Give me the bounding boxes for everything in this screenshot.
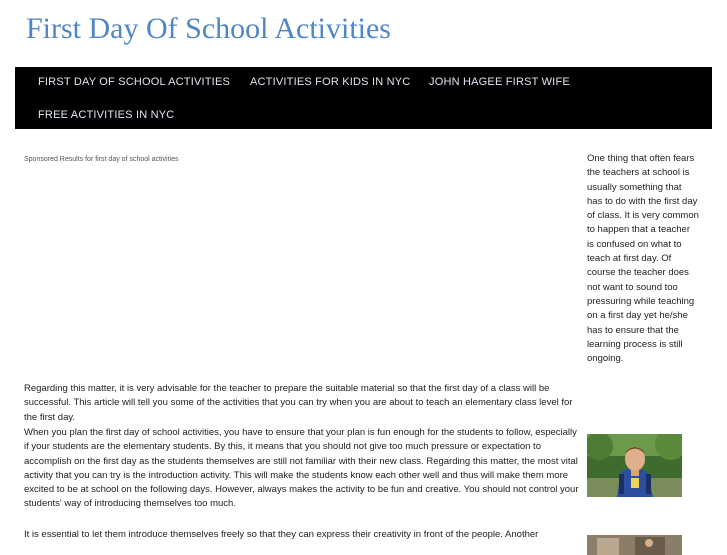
classroom-photo	[587, 535, 682, 555]
nav-item-first-day-of-school-activities[interactable]: FIRST DAY OF SCHOOL ACTIVITIES	[38, 76, 231, 88]
nav-item-john-hagee-first-wife[interactable]: JOHN HAGEE FIRST WIFE	[429, 76, 570, 88]
main-navigation	[15, 67, 712, 129]
sidebar-intro-text: One thing that often fears the teachers at school is usually something that has to do with the first day of class. It is very common to happen that a teacher is confused on what to teach at first day. Of course the teacher does not want to sound too pressuring while teaching on a first day yet he/she has to ensure that the learning process is still ongoing.	[587, 153, 699, 365]
sponsored-results-label: Sponsored Results for first day of school activities	[24, 156, 179, 163]
classroom-photo-image	[587, 535, 682, 555]
nav-item-activities-for-kids-in-nyc[interactable]: ACTIVITIES FOR KIDS IN NYC	[250, 76, 411, 88]
article-paragraph-3: It is essential to let them introduce themselves freely so that they can express their creativity in front of the people. Another	[24, 529, 539, 540]
student-photo-image	[587, 434, 682, 497]
article-paragraph-1: Regarding this matter, it is very advisable for the teacher to prepare the suitable material so that the first day of a class will be successful. This article will tell you some of the activities that you can try when you are about to teach an elementary class level for the first day.	[24, 383, 573, 423]
student-photo	[587, 434, 682, 497]
article-paragraph-2: When you plan the first day of school activities, you have to ensure that your plan is fun enough for the students to follow, especially if your students are the elementary students. By this, it means that you should not give too much pressure or expectation to accomplish on the first day as the students themselves are still not familiar with their new class. Regarding this matter, the most vital activity that you can try is the introduction activity. This will make the students know each other well and thus will make them more excited to be at school on the following days. However, always makes the activity to be fun and creative. You should not control your students' way of introducing themselves too much.	[24, 427, 579, 510]
site-title[interactable]: First Day Of School Activities	[26, 12, 391, 45]
nav-item-free-activities-in-nyc[interactable]: FREE ACTIVITIES IN NYC	[38, 109, 175, 121]
